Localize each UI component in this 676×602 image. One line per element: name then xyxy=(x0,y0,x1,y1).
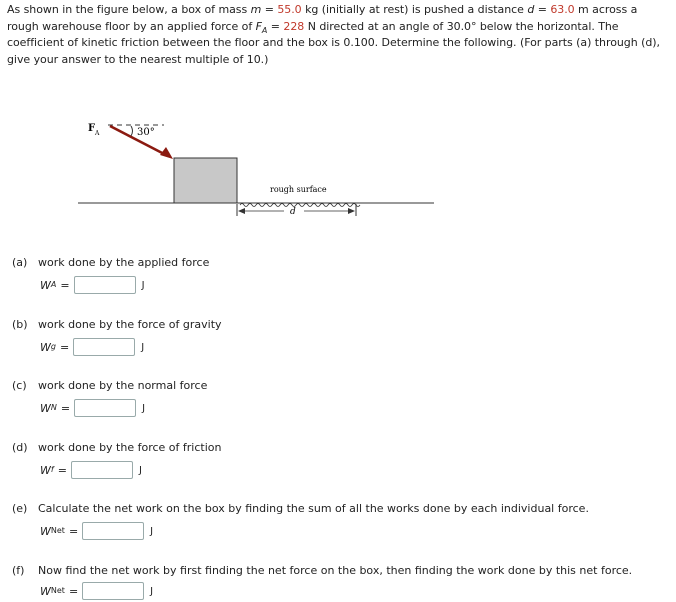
part-f-question xyxy=(12,564,632,577)
answer-input-b[interactable] xyxy=(73,338,135,356)
answer-input-c[interactable] xyxy=(74,399,136,417)
rough-surface-hatching xyxy=(240,204,360,207)
unit-label: J xyxy=(141,279,145,291)
force-subscript: A xyxy=(261,25,268,35)
variable-symbol: W xyxy=(40,584,51,598)
part-d-answer-row: W f = J xyxy=(40,461,142,479)
part-a-answer-row: W A = J xyxy=(40,276,145,294)
part-c-answer-row: W N = J xyxy=(40,399,145,417)
unit-label: J xyxy=(150,585,154,597)
box xyxy=(174,158,237,203)
unit-label: J xyxy=(141,341,145,353)
mass-symbol: m xyxy=(250,3,262,16)
variable-symbol: W xyxy=(40,524,51,538)
arrowhead xyxy=(160,147,173,159)
distance-arrowhead-right xyxy=(348,208,355,214)
problem-statement xyxy=(7,2,671,68)
force-label: F xyxy=(88,123,96,134)
part-text: work done by the applied force xyxy=(38,256,210,269)
rough-surface-label: rough surface xyxy=(270,185,327,194)
equals: = xyxy=(267,19,284,33)
force-value: 228 xyxy=(283,19,305,33)
distance-value: 63.0 xyxy=(550,3,575,16)
part-label: (b) xyxy=(12,318,28,331)
part-e-answer-row: W Net = J xyxy=(40,522,153,540)
variable-symbol: W xyxy=(40,278,51,292)
equals-sign: = xyxy=(68,524,79,538)
force-symbol: F xyxy=(255,19,262,33)
part-e-question xyxy=(12,502,589,515)
equals: = xyxy=(261,3,278,16)
part-f-answer-row: W Net = J xyxy=(40,582,153,600)
equals-sign: = xyxy=(57,463,67,477)
part-text: Calculate the net work on the box by finding the sum of all the works done by each individual force. xyxy=(38,502,589,515)
variable-symbol: W xyxy=(40,401,51,415)
equals-sign: = xyxy=(59,340,70,354)
part-label: (e) xyxy=(12,502,28,515)
mass-value: 55.0 xyxy=(277,3,302,16)
part-label: (a) xyxy=(12,256,28,269)
part-label: (c) xyxy=(12,379,27,392)
variable-symbol: W xyxy=(40,340,51,354)
part-label: (f) xyxy=(12,564,25,577)
part-b-answer-row: W g = J xyxy=(40,338,144,356)
equals-sign: = xyxy=(60,401,71,415)
physics-figure xyxy=(0,110,460,230)
problem-text: m across a rough warehouse floor by an applied force of xyxy=(7,3,638,33)
part-label: (d) xyxy=(12,441,28,454)
equals-sign: = xyxy=(68,584,79,598)
angle-arc xyxy=(131,126,133,136)
variable-symbol: W xyxy=(40,463,51,477)
answer-input-d[interactable] xyxy=(71,461,133,479)
problem-text: N directed at an angle of 30.0° below the horizontal. The coefficient of kinetic friction between the floor and the box is 0.100. Determine the following. (For parts (a) through (d), give your answer to the nearest multiple of 10.) xyxy=(7,19,660,66)
distance-label: d xyxy=(290,207,296,217)
answer-input-f[interactable] xyxy=(82,582,144,600)
part-b-question xyxy=(12,318,222,331)
part-d-question xyxy=(12,441,221,454)
part-text: work done by the force of gravity xyxy=(38,318,222,331)
part-text: work done by the force of friction xyxy=(38,441,222,454)
distance-symbol: d xyxy=(527,3,535,16)
unit-label: J xyxy=(138,464,142,476)
problem-text: As shown in the figure below, a box of mass xyxy=(7,3,251,16)
answer-input-a[interactable] xyxy=(74,276,136,294)
distance-arrowhead-left xyxy=(238,208,245,214)
unit-label: J xyxy=(150,525,154,537)
problem-text: kg (initially at rest) is pushed a distance xyxy=(301,3,528,16)
unit-label: J xyxy=(142,402,146,414)
angle-label: 30° xyxy=(137,127,155,138)
force-label-subscript: A xyxy=(95,130,100,137)
part-c-question xyxy=(12,379,207,392)
equals: = xyxy=(534,3,551,16)
answer-input-e[interactable] xyxy=(82,522,144,540)
part-text: work done by the normal force xyxy=(38,379,208,392)
part-a-question xyxy=(12,256,209,269)
equals-sign: = xyxy=(60,278,70,292)
part-text: Now find the net work by first finding the net force on the box, then finding the work done by this net force. xyxy=(38,564,633,577)
